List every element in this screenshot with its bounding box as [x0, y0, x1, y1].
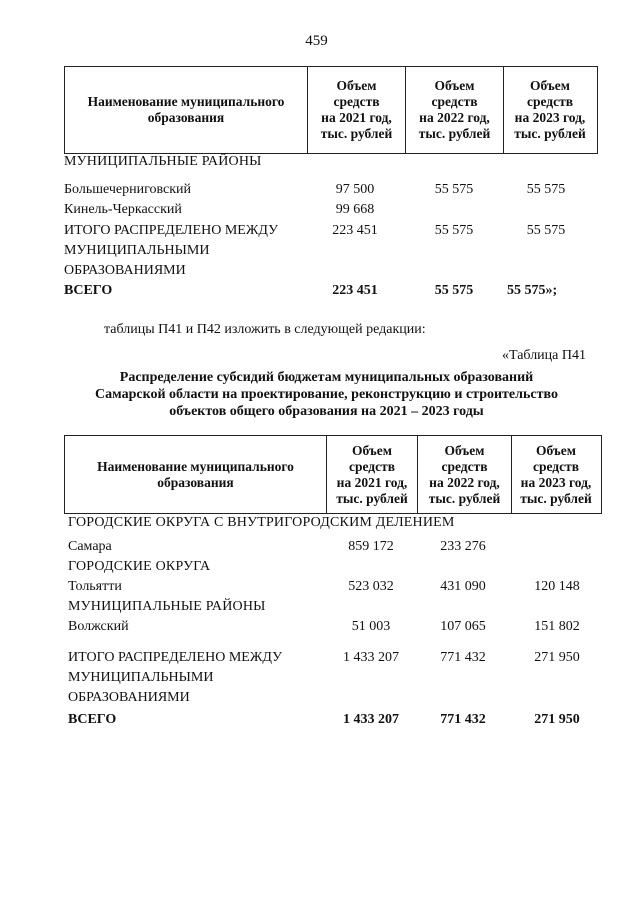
total-value-2022: 55 575: [434, 283, 474, 298]
section-heading: ГОРОДСКИЕ ОКРУГА: [68, 559, 211, 574]
row-value-2023: 151 802: [534, 619, 580, 634]
section-heading: ГОРОДСКИЕ ОКРУГА С ВНУТРИГОРОДСКИМ ДЕЛЕНИЕМ: [68, 515, 455, 530]
row-value-2021: 97 500: [335, 182, 375, 197]
section-heading: МУНИЦИПАЛЬНЫЕ РАЙОНЫ: [64, 154, 262, 169]
header-2021-cell: [307, 67, 405, 153]
row-value-2023: 120 148: [534, 579, 580, 594]
header-2021-cell: [326, 436, 417, 513]
header-line: Объем: [444, 442, 485, 458]
distributed-line: МУНИЦИПАЛЬНЫМИ: [64, 243, 210, 258]
header-2022-cell: [417, 436, 511, 513]
distributed-value-2023: 55 575: [526, 223, 566, 238]
header-line: Объем: [434, 78, 475, 93]
header-name-cell: [65, 436, 326, 513]
table2-header: [64, 435, 602, 514]
header-line: тыс. рублей: [418, 126, 491, 141]
header-line: средств: [348, 458, 396, 474]
total-value-2022: 771 432: [440, 712, 486, 727]
header-2022-cell: [405, 67, 503, 153]
table1-header: [64, 66, 598, 154]
distributed-line: ИТОГО РАСПРЕДЕЛЕНО МЕЖДУ: [68, 650, 282, 665]
header-name-line: Наименование муниципального: [87, 94, 285, 109]
page-number: 459: [305, 33, 328, 49]
row-name: Кинель-Черкасский: [64, 202, 182, 217]
distributed-line: ОБРАЗОВАНИЯМИ: [68, 690, 190, 705]
header-line: средств: [333, 94, 380, 109]
instruction-text: таблицы П41 и П42 изложить в следующей редакции:: [104, 322, 426, 337]
header-2023-cell: [503, 67, 596, 153]
header-line: тыс. рублей: [320, 126, 393, 141]
total-label: ВСЕГО: [68, 712, 117, 727]
header-line: на 2023 год,: [514, 110, 586, 125]
total-value-2023: 271 950: [534, 712, 580, 727]
row-name: Большечерниговский: [64, 182, 192, 197]
row-name: Самара: [68, 539, 112, 554]
section-heading: МУНИЦИПАЛЬНЫЕ РАЙОНЫ: [68, 599, 266, 614]
row-value-2021: 51 003: [351, 619, 391, 634]
header-line: тыс. рублей: [336, 490, 408, 506]
header-line: Объем: [336, 78, 377, 93]
distributed-value-2023: 271 950: [534, 650, 580, 665]
header-line: Объем: [530, 78, 570, 93]
header-name-line: Наименование муниципального: [97, 458, 294, 474]
header-name-line: образования: [157, 474, 234, 490]
distributed-line: ОБРАЗОВАНИЯМИ: [64, 263, 186, 278]
total-label: ВСЕГО: [64, 283, 113, 298]
header-line: на 2021 год,: [321, 110, 392, 125]
row-value-2022: 55 575: [434, 182, 474, 197]
header-line: средств: [441, 458, 488, 474]
header-line: на 2023 год,: [520, 474, 592, 490]
row-value-2022: 107 065: [440, 619, 486, 634]
title-line: Распределение субсидий бюджетам муниципальных образований: [119, 370, 534, 385]
distributed-value-2021: 1 433 207: [343, 650, 399, 665]
row-value-2021: 859 172: [348, 539, 394, 554]
row-value-2021: 523 032: [348, 579, 394, 594]
header-line: на 2022 год,: [419, 110, 490, 125]
distributed-label: [68, 648, 282, 708]
row-value-2021: 99 668: [335, 202, 375, 217]
header-line: тыс. рублей: [428, 490, 501, 506]
total-value-2021: 223 451: [332, 283, 378, 298]
header-name-cell: [65, 67, 307, 153]
distributed-value-2022: 771 432: [440, 650, 486, 665]
distributed-value-2021: 223 451: [332, 223, 378, 238]
row-value-2022: 233 276: [440, 539, 486, 554]
title-line: объектов общего образования на 2021 – 2023 годы: [169, 404, 484, 419]
header-line: средств: [532, 458, 580, 474]
header-2023-cell: [511, 436, 600, 513]
table-reference: «Таблица П41: [502, 348, 586, 363]
row-name: Тольятти: [68, 579, 122, 594]
header-line: тыс. рублей: [520, 490, 592, 506]
title-line: Самарской области на проектирование, реконструкцию и строительство: [95, 387, 558, 402]
distributed-label: [64, 221, 278, 281]
header-line: Объем: [352, 442, 392, 458]
table-title: [40, 369, 613, 420]
distributed-line: ИТОГО РАСПРЕДЕЛЕНО МЕЖДУ: [64, 223, 278, 238]
total-value-2021: 1 433 207: [343, 712, 399, 727]
header-line: на 2022 год,: [429, 474, 500, 490]
header-line: средств: [431, 94, 478, 109]
row-value-2023: 55 575: [526, 182, 566, 197]
header-line: тыс. рублей: [514, 126, 586, 141]
row-name: Волжский: [68, 619, 129, 634]
distributed-value-2022: 55 575: [434, 223, 474, 238]
total-value-2023: 55 575»;: [507, 283, 558, 298]
header-name-line: образования: [147, 110, 225, 125]
distributed-line: МУНИЦИПАЛЬНЫМИ: [68, 670, 214, 685]
header-line: Объем: [536, 442, 576, 458]
row-value-2022: 431 090: [440, 579, 486, 594]
header-line: средств: [526, 94, 574, 109]
header-line: на 2021 год,: [336, 474, 408, 490]
